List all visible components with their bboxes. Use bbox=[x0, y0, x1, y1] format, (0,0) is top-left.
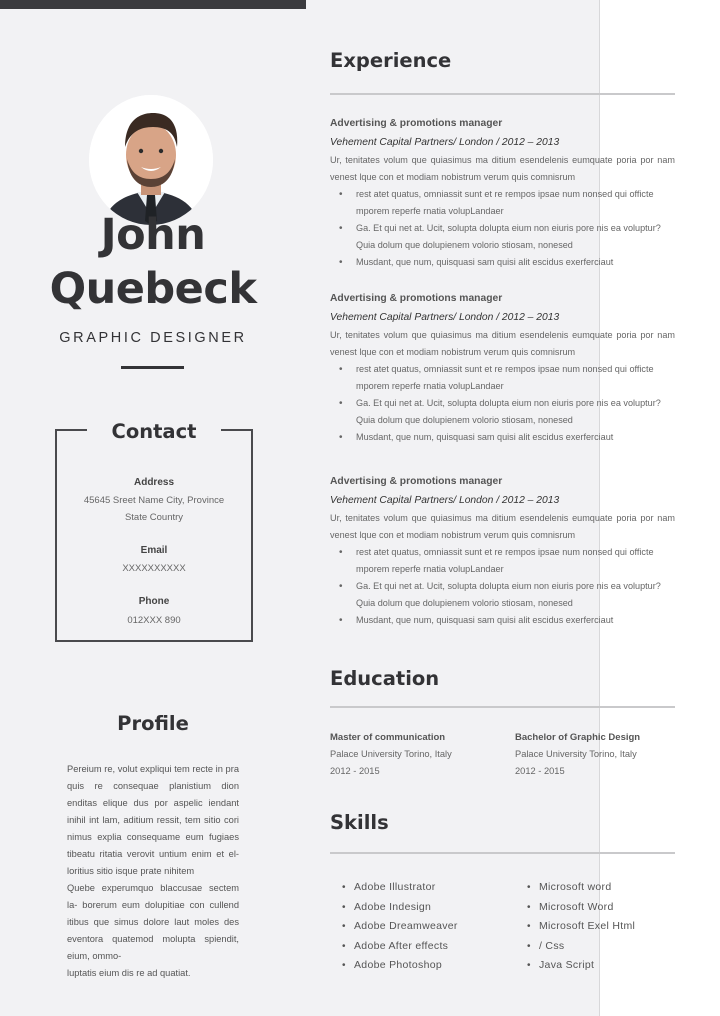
education-years: 2012 - 2015 bbox=[330, 766, 380, 776]
skill-item: • Adobe Indesign bbox=[333, 898, 458, 918]
job-company: Vehement Capital Partners/ London / 2012 – 2013 bbox=[330, 495, 560, 506]
skills-list-right bbox=[518, 878, 635, 976]
skill-item: • Microsoft Exel Html bbox=[518, 917, 635, 937]
job-bullets bbox=[330, 544, 675, 629]
phone-label: Phone bbox=[138, 596, 170, 607]
profile-paragraph-2: Quebe experumquo blaccusae sectem la- borerum eum dolupitiae con cullend itibus que simus dolore laut moles des eventora quatemod molupta spiendit, eium, ommo- bbox=[67, 883, 239, 961]
education-school: Palace University Torino, Italy bbox=[515, 749, 637, 759]
job-entry-1 bbox=[330, 115, 675, 271]
job-bullet: • Musdant, que num, quisquasi sam quisi alit escidus exerferciaut bbox=[330, 612, 675, 629]
education-years: 2012 - 2015 bbox=[515, 766, 565, 776]
skill-item: • Adobe Photoshop bbox=[333, 956, 458, 976]
contact-frame bbox=[55, 429, 253, 642]
profile-heading: Profile bbox=[117, 712, 189, 735]
contact-heading: Contact bbox=[111, 420, 197, 443]
job-entry-3 bbox=[330, 473, 675, 629]
education-degree: Master of communication bbox=[330, 732, 446, 743]
title-divider bbox=[121, 366, 184, 369]
job-bullets bbox=[330, 186, 675, 271]
job-description: Ur, tenitates volum que quiasimus ma ditium esendelenis eumquate poria por nam venest lque con et modiam nobistrum verum quis comnisrum bbox=[330, 155, 675, 182]
phone-value: 012XXX 890 bbox=[127, 615, 181, 626]
education-school: Palace University Torino, Italy bbox=[330, 749, 452, 759]
skill-item: • Microsoft Word bbox=[518, 898, 635, 918]
job-role: Advertising & promotions manager bbox=[330, 118, 503, 129]
experience-heading: Experience bbox=[330, 49, 452, 72]
last-name: Quebeck bbox=[49, 264, 257, 314]
education-degree: Bachelor of Graphic Design bbox=[515, 732, 641, 743]
email-label: Email bbox=[140, 545, 168, 556]
education-heading: Education bbox=[330, 667, 440, 690]
job-bullets bbox=[330, 361, 675, 446]
job-role: Advertising & promotions manager bbox=[330, 293, 503, 304]
job-bullet: • Musdant, que num, quisquasi sam quisi alit escidus exerferciaut bbox=[330, 254, 675, 271]
job-title: GRAPHIC DESIGNER bbox=[59, 330, 247, 346]
job-bullet: • Ga. Et qui net at. Ucit, solupta dolupta eium non eiuris pore nis ea voluptur? Quia dolum que dolupienem volorio stiosam, nonesed bbox=[330, 578, 675, 612]
education-rule bbox=[330, 706, 675, 708]
profile-paragraph-1: Pereium re, volut expliqui tem recte in pra quis re consequae planistium dion enditas elique dus por aspelic iendant inihil int lam, aditium ressit, tem sitio cori nimus explia consequame eum fugiaes tibeatu ritatia verovit untium enim et el-loritius sitio isque prate nihitem bbox=[67, 764, 239, 876]
job-bullet: • rest atet quatus, omniassit sunt et re rempos ipsae num nonsed qui officte mporem reperfe rnatia volupLandaer bbox=[330, 186, 675, 220]
skill-item: • Adobe Dreamweaver bbox=[333, 917, 458, 937]
education-entry-1 bbox=[330, 729, 500, 780]
job-bullet: • rest atet quatus, omniassit sunt et re rempos ipsae num nonsed qui officte mporem reperfe rnatia volupLandaer bbox=[330, 544, 675, 578]
skill-item: • Java Script bbox=[518, 956, 635, 976]
top-accent-bar bbox=[0, 0, 306, 9]
skills-heading: Skills bbox=[330, 811, 389, 834]
job-company: Vehement Capital Partners/ London / 2012 – 2013 bbox=[330, 137, 560, 148]
skill-item: • Adobe Illustrator bbox=[333, 878, 458, 898]
job-company: Vehement Capital Partners/ London / 2012 – 2013 bbox=[330, 312, 560, 323]
address-label: Address bbox=[133, 477, 174, 488]
profile-paragraph-3: luptatis eium dis re ad quatiat. bbox=[67, 968, 191, 978]
job-role: Advertising & promotions manager bbox=[330, 476, 503, 487]
first-name: John bbox=[100, 210, 206, 260]
skill-item: • / Css bbox=[518, 937, 635, 957]
address-line-2: State Country bbox=[124, 512, 184, 523]
address-line-1: 45645 Sreet Name City, Province bbox=[83, 495, 225, 506]
skills-list-left bbox=[333, 878, 458, 976]
experience-rule bbox=[330, 93, 675, 95]
education-entry-2 bbox=[515, 729, 685, 780]
profile-photo bbox=[89, 95, 213, 225]
profile-text bbox=[67, 761, 239, 982]
job-description: Ur, tenitates volum que quiasimus ma ditium esendelenis eumquate poria por nam venest lque con et modiam nobistrum verum quis comnisrum bbox=[330, 330, 675, 357]
job-description: Ur, tenitates volum que quiasimus ma ditium esendelenis eumquate poria por nam venest lque con et modiam nobistrum verum quis comnisrum bbox=[330, 513, 675, 540]
skills-rule bbox=[330, 852, 675, 854]
job-bullet: • Ga. Et qui net at. Ucit, solupta dolupta eium non eiuris pore nis ea voluptur? Quia dolum que dolupienem volorio stiosam, nonesed bbox=[330, 220, 675, 254]
job-entry-2 bbox=[330, 290, 675, 446]
job-bullet: • rest atet quatus, omniassit sunt et re rempos ipsae num nonsed qui officte mporem reperfe rnatia volupLandaer bbox=[330, 361, 675, 395]
email-value: XXXXXXXXXX bbox=[122, 563, 186, 574]
skill-item: • Microsoft word bbox=[518, 878, 635, 898]
job-bullet: • Musdant, que num, quisquasi sam quisi alit escidus exerferciaut bbox=[330, 429, 675, 446]
job-bullet: • Ga. Et qui net at. Ucit, solupta dolupta eium non eiuris pore nis ea voluptur? Quia dolum que dolupienem volorio stiosam, nonesed bbox=[330, 395, 675, 429]
skill-item: • Adobe After effects bbox=[333, 937, 458, 957]
